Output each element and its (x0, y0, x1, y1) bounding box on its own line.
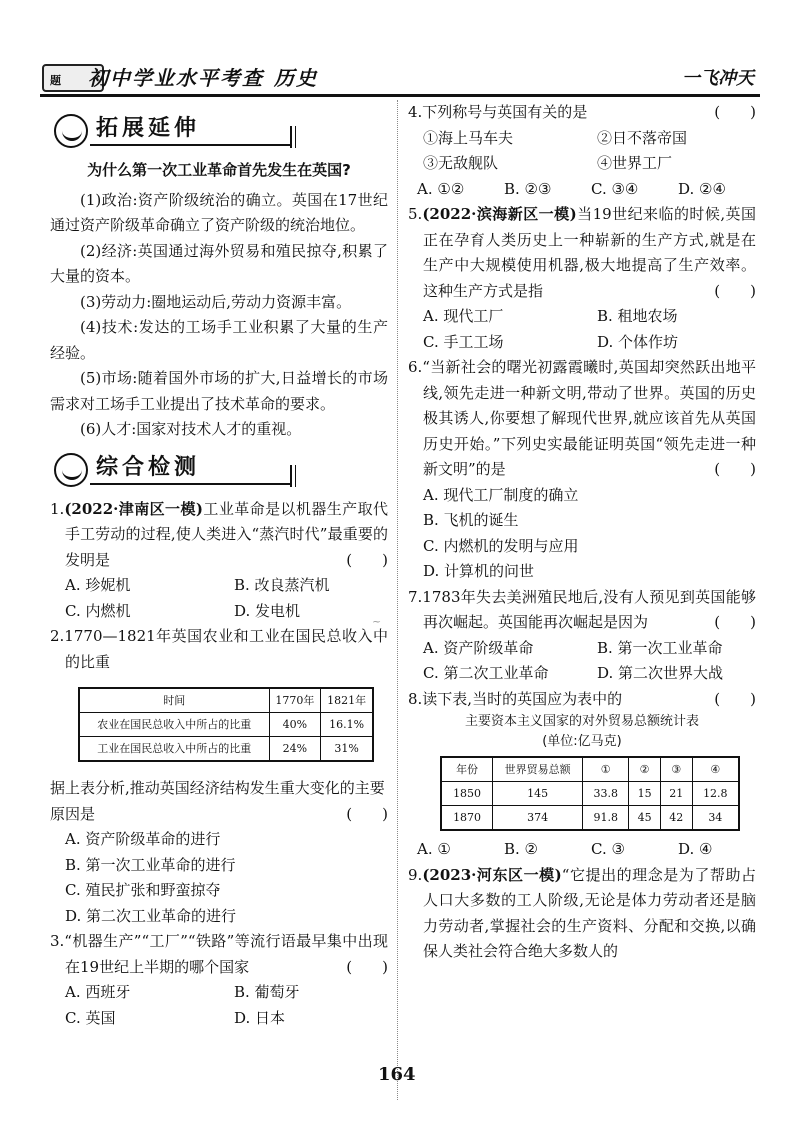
q1-source: (2022·津南区一模) (64, 499, 203, 518)
q6-option-c[interactable]: C. 内燃机的发明与应用 (423, 536, 579, 555)
table-header-row (79, 688, 373, 713)
test-icon (54, 453, 88, 487)
q8-bracket: ( ) (714, 689, 756, 708)
left-column (50, 112, 388, 1031)
q2-option-a[interactable]: A. 资产阶级革命的进行 (65, 830, 221, 848)
q6-option-b[interactable]: B. 飞机的诞生 (423, 511, 519, 529)
table-header: ① (583, 757, 629, 782)
q6-option-a[interactable]: A. 现代工厂制度的确立 (423, 485, 579, 504)
q8-table-unit: (单位:亿马克) (542, 734, 622, 749)
q2-followup (50, 776, 388, 827)
q3-option-a[interactable]: A. 西班牙 (65, 983, 131, 1001)
table-header: ③ (660, 757, 692, 782)
section-rule-end (290, 465, 296, 487)
q8-stem: 8.读下表,当时的英国应为表中的 (408, 689, 623, 708)
table-cell: 1850 (441, 782, 493, 806)
table-cell: 31% (321, 737, 373, 762)
extension-point: (3)劳动力:圈地运动后,劳动力资源丰富。 (80, 292, 352, 311)
table-header: 1770年 (269, 688, 321, 713)
q5-source: (2022·滨海新区一模) (422, 205, 577, 223)
q1-stem: 工业革命是以机器生产取代手工劳动的过程,使人类进入“蒸汽时代”最重要的发明是 (65, 499, 388, 569)
q7-option-b[interactable]: B. 第一次工业革命 (597, 638, 723, 657)
table-header: ④ (692, 757, 739, 782)
extension-point: (6)人才:国家对技术人才的重视。 (80, 420, 302, 438)
q4-item: ②日不落帝国 (597, 128, 688, 147)
q8-option-d[interactable]: D. ④ (678, 840, 713, 858)
question-7 (408, 585, 756, 636)
q2-option-d[interactable]: D. 第二次工业革命的进行 (65, 906, 237, 925)
question-5: 5.(2022·滨海新区一模)当19世纪来临的时候,英国正在孕育人类历史上一种崭新的生产方式,就是在生产中大规模使用机器,极大地提高了生产效率。这种生产方式是指 ( ) (408, 202, 756, 304)
extension-point: (2)经济:英国通过海外贸易和殖民掠夺,积累了大量的资本。 (50, 241, 388, 285)
q3-options-row (50, 980, 388, 1006)
table-cell: 15 (629, 782, 661, 806)
question-2: 2.1770—1821年英国农业和工业在国民总收入中的比重 (50, 627, 388, 671)
q1-option-d[interactable]: D. 发电机 (234, 601, 301, 620)
table-header: 1821年 (321, 688, 373, 713)
q7-stem: 7.1783年失去美洲殖民地后,没有人预见到英国能够再次崛起。英国能再次崛起是因为 (408, 587, 756, 631)
q1-options-row (50, 599, 388, 625)
q1-option-a[interactable]: A. 珍妮机 (65, 576, 131, 594)
q7-options-row (408, 636, 756, 662)
table-cell: 12.8 (692, 782, 739, 806)
q4-item: ①海上马车夫 (423, 128, 514, 147)
table-cell: 42 (660, 806, 692, 831)
header-logo-mark: 题 (50, 74, 61, 87)
column-divider (397, 100, 398, 1100)
table-cell: 21 (660, 782, 692, 806)
question-4 (408, 100, 756, 126)
subject-label: 历史 (274, 66, 318, 90)
q7-bracket: ( ) (714, 613, 756, 631)
book-title (88, 62, 318, 91)
q5-options-row (408, 330, 756, 356)
q9-source: (2023·河东区一模) (422, 865, 562, 884)
table-cell: 33.8 (583, 782, 629, 806)
book-title-text: 初中学业水平考查 (88, 66, 264, 90)
q6-option-d[interactable]: D. 计算机的问世 (423, 562, 535, 580)
q4-item: ③无敌舰队 (423, 154, 499, 172)
section-rule (90, 483, 292, 485)
q3-stem: 3.“机器生产”“工厂”“铁路”等流行语最早集中出现在19世纪上半期的哪个国家 (50, 932, 388, 976)
table-header: 世界贸易总额 (493, 757, 583, 782)
table-cell: 374 (493, 806, 583, 831)
extension-point: (5)市场:随着国外市场的扩大,日益增长的市场需求对工场手工业提出了技术革命的要求。 (50, 369, 388, 413)
q8-table-title: 主要资本主义国家的对外贸易总额统计表 (464, 714, 699, 729)
right-column (408, 100, 756, 965)
table-cell: 40% (269, 713, 321, 737)
q4-option-c[interactable]: C. ③④ (591, 179, 639, 198)
question-8 (408, 687, 756, 713)
section-rule (90, 144, 292, 146)
table-cell: 145 (493, 782, 583, 806)
extension-icon (54, 114, 88, 148)
q1-option-b[interactable]: B. 改良蒸汽机 (234, 576, 330, 594)
q7-option-d[interactable]: D. 第二次世界大战 (597, 664, 724, 682)
q3-option-c[interactable]: C. 英国 (65, 1008, 116, 1027)
q2-followup-text: 据上表分析,推动英国经济结构发生重大变化的主要原因是 (50, 779, 385, 823)
question-9: 9.(2023·河东区一模)“它提出的理念是为了帮助占人口大多数的工人阶级,无论是体力劳动者还是脑力劳动者,掌握社会的生产资料、分配和交换,以确保人类社会符合绝大多数人的 (408, 865, 756, 960)
q2-option-c[interactable]: C. 殖民扩张和野蛮掠夺 (65, 881, 221, 899)
q8-options-row (408, 837, 756, 863)
q4-bracket: ( ) (714, 103, 756, 121)
brand-label: 一飞冲天 (682, 68, 754, 89)
table-row (441, 806, 739, 831)
question-3 (50, 929, 388, 980)
section-title-test: 综合检测 (96, 454, 201, 480)
q8-table (440, 756, 740, 831)
table-cell: 24% (269, 737, 321, 762)
table-cell: 45 (629, 806, 661, 831)
margin-scribble: ~ (372, 615, 382, 628)
q4-option-b[interactable]: B. ②③ (504, 179, 552, 198)
page-number: 164 (378, 1064, 416, 1085)
q8-option-c[interactable]: C. ③ (591, 840, 625, 858)
table-cell: 34 (692, 806, 739, 831)
q5-option-c[interactable]: C. 手工工场 (423, 332, 504, 351)
q5-options-row (408, 304, 756, 330)
q3-bracket: ( ) (346, 957, 388, 976)
q8-option-a[interactable]: A. ① (417, 840, 451, 858)
q4-options-row (408, 177, 756, 203)
q2-option-b[interactable]: B. 第一次工业革命的进行 (65, 855, 236, 874)
q5-option-d[interactable]: D. 个体作坊 (597, 332, 679, 351)
extension-point: (1)政治:资产阶级统治的确立。英国在17世纪通过资产阶级革命确立了资产阶级的统治地位。 (50, 190, 388, 234)
question-1: 1.(2022·津南区一模)工业革命是以机器生产取代手工劳动的过程,使人类进入“蒸汽时代”最重要的发明是 ( ) (50, 497, 388, 574)
q6-bracket: ( ) (714, 460, 756, 478)
q4-items-row (408, 151, 756, 177)
q9-stem: “它提出的理念是为了帮助占人口大多数的工人阶级,无论是体力劳动者还是脑力劳动者,掌握社会的生产资料、分配和交换,以确保人类社会符合绝大多数人的 (423, 865, 756, 960)
q4-option-d[interactable]: D. ②④ (678, 179, 726, 198)
table-header-row (441, 757, 739, 782)
table-cell: 工业在国民总收入中所占的比重 (79, 737, 269, 762)
q4-option-a[interactable]: A. ①② (417, 179, 465, 198)
question-6 (408, 355, 756, 483)
section-title-extension: 拓展延伸 (96, 116, 201, 141)
table-header: ② (629, 757, 661, 782)
table-row (441, 782, 739, 806)
page-header (40, 58, 760, 98)
table-cell: 16.1% (321, 713, 373, 737)
q7-options-row (408, 661, 756, 687)
q3-option-d[interactable]: D. 日本 (234, 1008, 286, 1027)
q5-stem: 当19世纪来临的时候,英国正在孕育人类历史上一种崭新的生产方式,就是在生产中大规模使用机器,极大地提高了生产效率。这种生产方式是指 (423, 205, 756, 300)
q4-items-row (408, 126, 756, 152)
table-row (79, 737, 373, 762)
section-heading-extension (50, 112, 388, 152)
q7-option-a[interactable]: A. 资产阶级革命 (423, 638, 534, 657)
table-cell: 农业在国民总收入中所占的比重 (79, 713, 269, 737)
q4-item: ④世界工厂 (597, 154, 673, 172)
extension-question: 为什么第一次工业革命首先发生在英国? (87, 161, 351, 179)
q1-bracket: ( ) (346, 550, 388, 569)
q7-option-c[interactable]: C. 第二次工业革命 (423, 664, 549, 682)
table-header: 年份 (441, 757, 493, 782)
table-header: 时间 (79, 688, 269, 713)
q4-stem: 4.下列称号与英国有关的是 (408, 103, 588, 121)
q1-option-c[interactable]: C. 内燃机 (65, 601, 131, 620)
q5-option-b[interactable]: B. 租地农场 (597, 307, 678, 325)
section-rule-end (290, 126, 296, 148)
q1-options-row (50, 573, 388, 599)
q3-option-b[interactable]: B. 葡萄牙 (234, 983, 300, 1001)
q2-bracket: ( ) (346, 804, 388, 823)
q6-stem: 6.“当新社会的曙光初露霞曦时,英国却突然跃出地平线,领先走进一种新文明,带动了世界。英国的历史极其诱人,你要想了解现代世界,就应该首先从英国历史开始。”下列史实最能证明英国“领先走进一种新文明”的是 (408, 358, 756, 478)
header-rule (40, 94, 760, 97)
table-row (79, 713, 373, 737)
table-cell: 91.8 (583, 806, 629, 831)
q2-table (78, 687, 374, 762)
extension-point: (4)技术:发达的工场手工业积累了大量的生产经验。 (50, 318, 388, 362)
q8-option-b[interactable]: B. ② (504, 840, 539, 858)
table-cell: 1870 (441, 806, 493, 831)
q5-bracket: ( ) (714, 281, 756, 300)
section-heading-test (50, 451, 388, 491)
q5-option-a[interactable]: A. 现代工厂 (423, 307, 504, 325)
q3-options-row (50, 1006, 388, 1032)
